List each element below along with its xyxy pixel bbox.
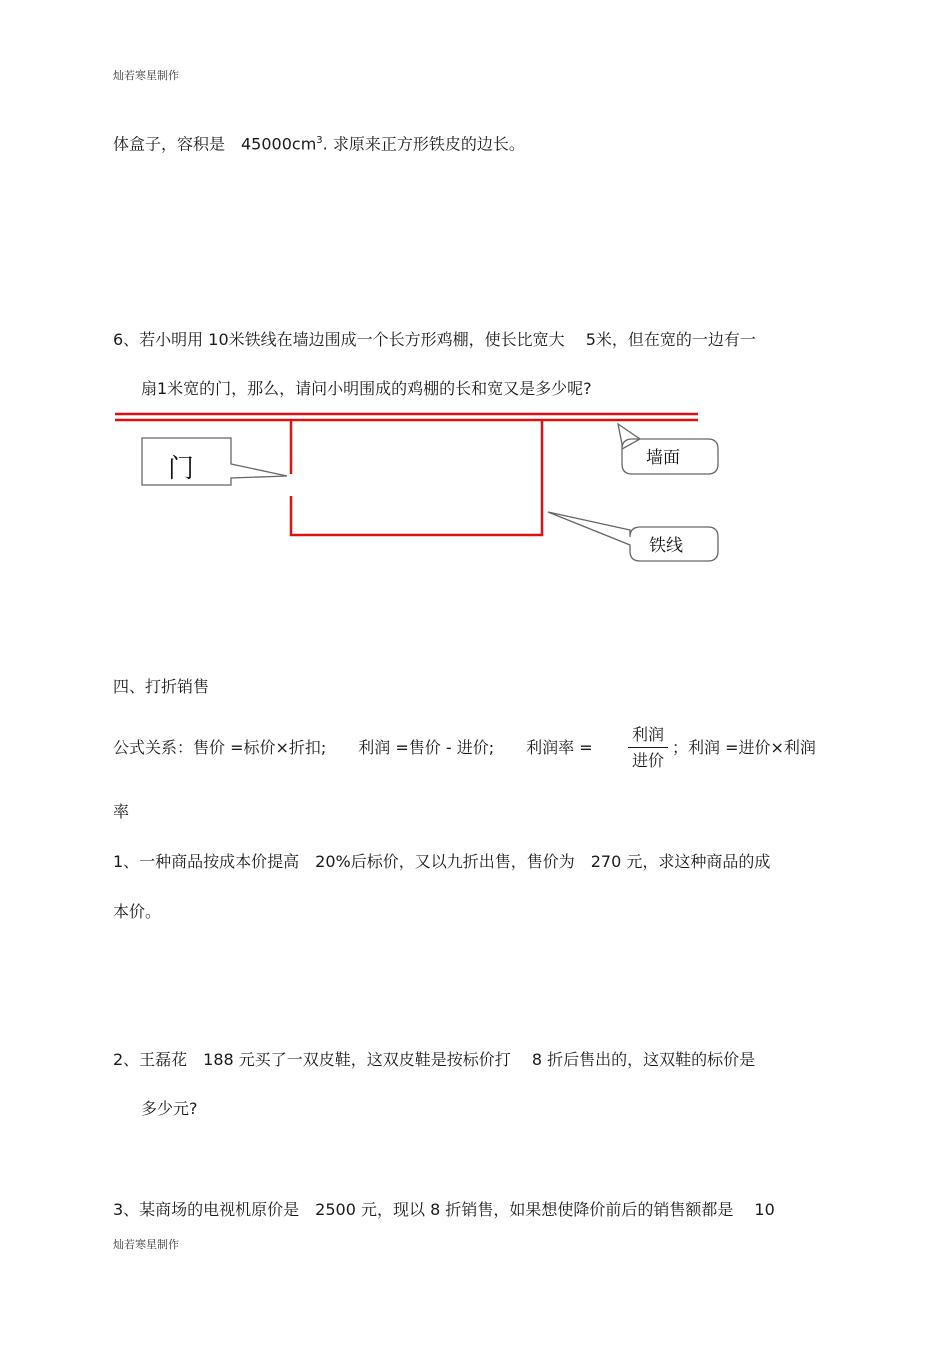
chicken-coop-diagram	[0, 0, 950, 600]
door-callout	[142, 438, 287, 485]
q6-line1: 6、若小明用 10米铁线在墙边围成一个长方形鸡棚，使长比宽大 5米，但在宽的一边有一	[113, 330, 756, 349]
door-label: 门	[168, 454, 195, 484]
q1-line2: 本价。	[113, 902, 162, 921]
page-header: 灿若寒星制作	[113, 69, 179, 82]
q6-line2: 扇1米宽的门，那么，请问小明围成的鸡棚的长和宽又是多少呢?	[141, 379, 592, 398]
continuation-before: 体盒子，容积是 45000cm	[113, 134, 317, 154]
wire-label: 铁线	[649, 536, 683, 556]
wire-callout	[548, 512, 718, 561]
fraction-denominator: 进价	[631, 751, 664, 770]
formula-part2: ；利润 =进价×利润	[672, 738, 816, 757]
continuation-after: . 求原来正方形铁皮的边长。	[322, 134, 525, 154]
q3-line1: 3、某商场的电视机原价是 2500 元，现以 8 折销售，如果想使降价前后的销售额都是 10	[113, 1200, 775, 1219]
continuation-superscript: 3	[316, 135, 323, 146]
page-footer: 灿若寒星制作	[113, 1238, 179, 1251]
fraction-numerator: 利润	[631, 725, 664, 744]
q2-line1: 2、王磊花 188 元买了一双皮鞋，这双皮鞋是按标价打 8 折后售出的，这双鞋的标价是	[113, 1050, 756, 1069]
formula-part1: 公式关系：售价 =标价×折扣; 利润 =售价 - 进价; 利润率 =	[113, 738, 593, 757]
q1-line1: 1、一种商品按成本价提高 20%后标价，又以九折出售，售价为 270 元，求这种商品的成	[113, 852, 771, 871]
q2-line2: 多少元?	[141, 1099, 198, 1118]
fraction-bar	[628, 747, 668, 748]
formula-wrap: 率	[113, 802, 130, 821]
wall-label: 墙面	[646, 448, 680, 468]
section4-title: 四、打折销售	[113, 677, 210, 696]
wire-main	[291, 420, 542, 535]
